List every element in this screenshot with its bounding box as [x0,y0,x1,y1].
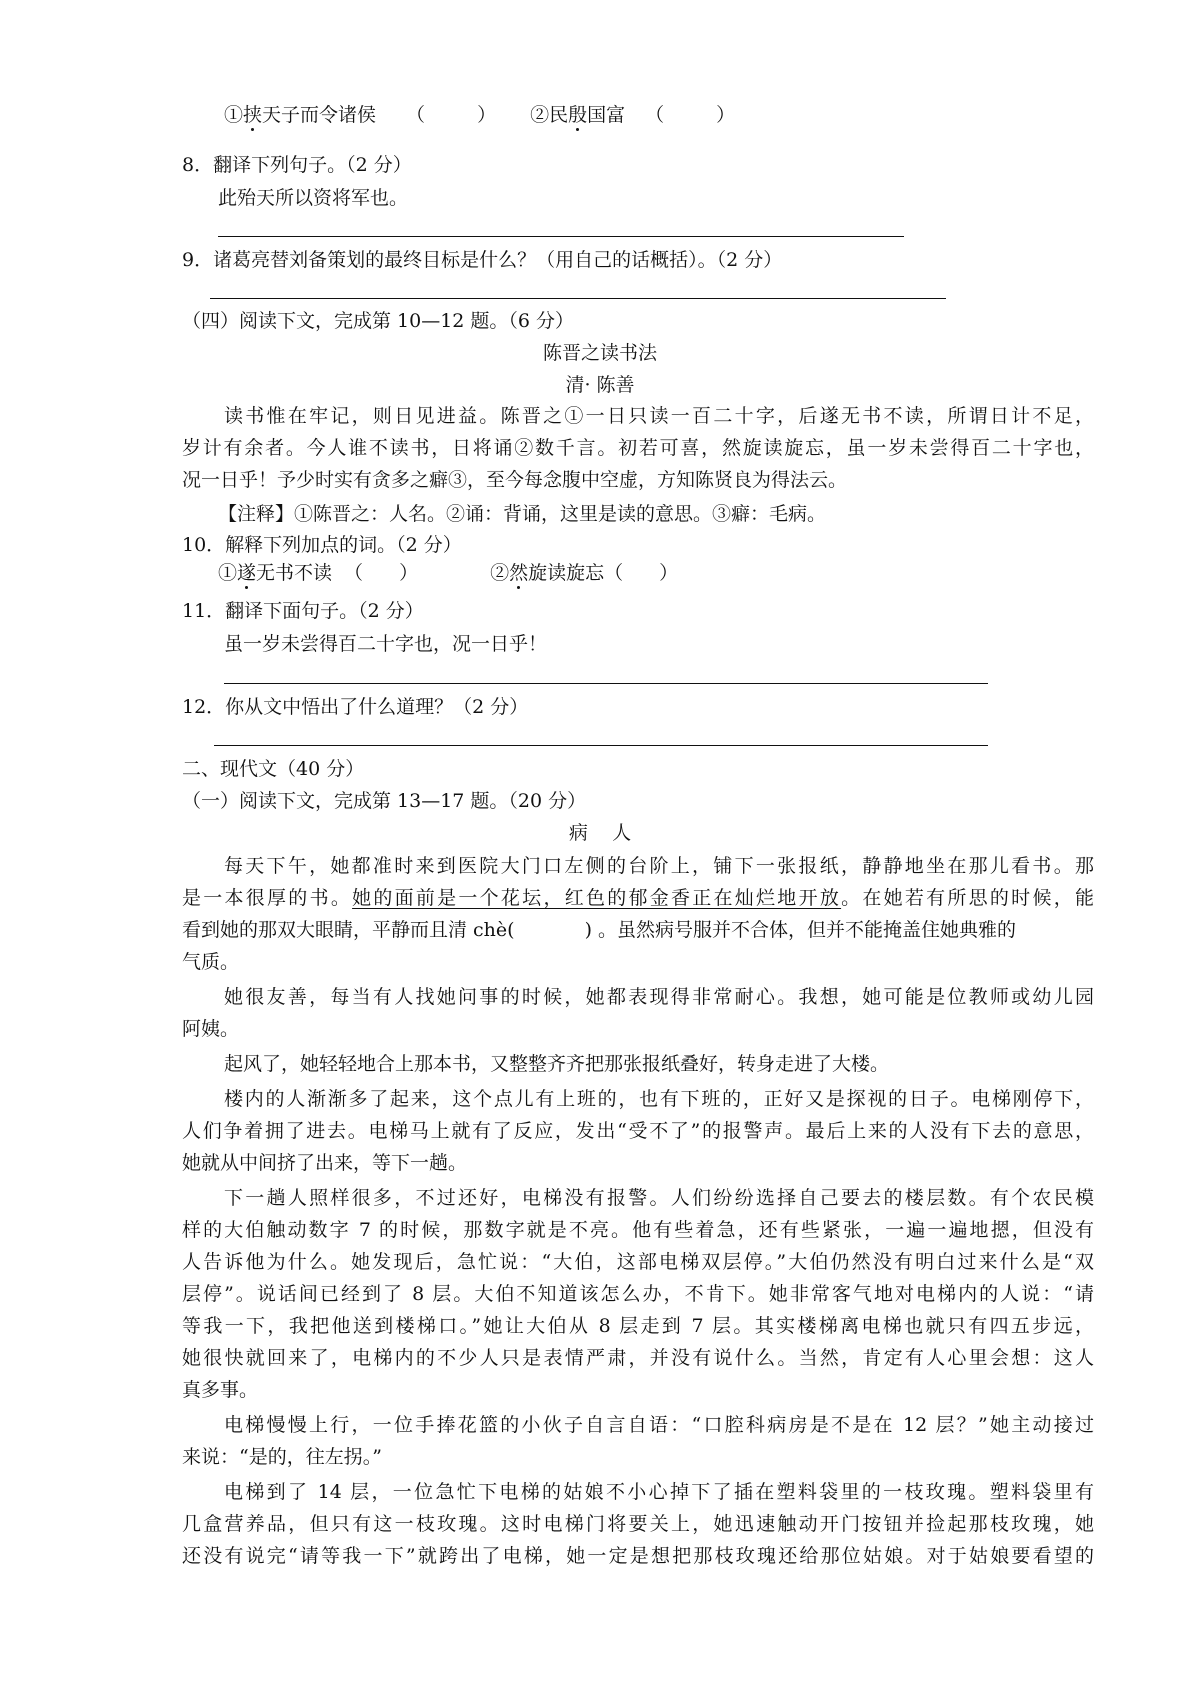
dotted-word: 遂 [237,562,257,584]
story-line: 等我一下，我把他送到楼梯口。”她让大伯从 8 层走到 7 层。其实楼梯离电梯也就只有四五步远， [182,1315,1094,1337]
q10-title: 10．解释下列加点的词。（2 分） [182,534,462,556]
item-number: ① [218,562,238,584]
item-number: ② [530,104,550,126]
story-line: 起风了，她轻轻地合上那本书，又整整齐齐把那张报纸叠好，转身走进了大楼。 [224,1053,890,1075]
section4-heading: （四）阅读下文，完成第 10—12 题。（6 分） [182,310,575,332]
story-line: 下一趟人照样很多，不过还好，电梯没有报警。人们纷纷选择自己要去的楼层数。有个农民模 [224,1187,1094,1209]
q12-title: 12．你从文中悟出了什么道理？（2 分） [182,696,529,718]
story-line: 看到她的那双大眼睛，平静而且清 chè( ) 。虽然病号服并不合体，但并不能掩盖住她典雅的 [182,919,1017,941]
passage-title: 陈晋之读书法 [542,342,657,364]
item-text: 国富 [587,104,626,126]
passage-line: 读书惟在牢记，则日见进益。陈晋之①一日只读一百二十字，后遂无书不读，所谓日计不足， [224,405,1094,427]
dotted-word: 挟 [243,104,263,126]
q11-answer-line[interactable] [224,683,988,684]
item-text: 无书不读 [256,562,333,584]
story-line: 几盒营养品，但只有这一枝玫瑰。这时电梯门将要关上，她迅速触动开门按钮并捡起那枝玫瑰，她 [182,1513,1094,1535]
answer-paren-close: ） [716,104,736,126]
answer-paren-open: （ [344,562,364,584]
answer-paren-open: （ [406,104,426,126]
story-line: 她很快就回来了，电梯内的不少人只是表情严肃，并没有说什么。当然，肯定有人心里会想：这人 [182,1347,1094,1369]
item-text: 旋读旋忘 [528,562,605,584]
item-number: ② [490,562,510,584]
item-number: ① [224,104,244,126]
story-line: 楼内的人渐渐多了起来，这个点儿有上班的，也有下班的，正好又是探视的日子。电梯刚停下， [224,1088,1094,1110]
part2-subheading: （一）阅读下文，完成第 13—17 题。（20 分） [182,790,587,812]
story-line: 还没有说完“请等我一下”就跨出了电梯，她一定是想把那枝玫瑰还给那位姑娘。对于姑娘要看望的 [182,1545,1094,1567]
story-line: 来说：“是的，往左拐。” [182,1446,382,1468]
story-line: 样的大伯触动数字 7 的时候，那数字就是不亮。他有些着急，还有些紧张，一遍一遍地摁，但没有 [182,1219,1094,1241]
story-line: 她很友善，每当有人找她问事的时候，她都表现得非常耐心。我想，她可能是位教师或幼儿园 [224,986,1094,1008]
story-line: 她就从中间挤了出来，等下一趟。 [182,1152,468,1174]
item-text: 天子而令诸侯 [262,104,377,126]
answer-paren-close: ） [399,562,419,584]
part2-heading: 二、现代文（40 分） [182,758,365,780]
passage-note: 【注释】①陈晋之：人名。②诵：背诵，这里是读的意思。③癖：毛病。 [218,503,827,525]
story-line: 真多事。 [182,1379,259,1401]
story-line: 层停”。说话间已经到了 8 层。大伯不知道该怎么办，不肯下。她非常客气地对电梯内的人说：“请 [182,1283,1094,1305]
answer-paren-open: （ [604,562,624,584]
answer-paren-open: （ [645,104,665,126]
dotted-word: 然 [509,562,529,584]
q9-answer-line[interactable] [210,298,946,299]
item-text: 民 [549,104,569,126]
story-line: 人们争着拥了进去。电梯马上就有了反应，发出“受不了”的报警声。最后上来的人没有下去的意思， [182,1120,1094,1142]
passage-line: 况一日乎！予少时实有贪多之癖③，至今每念腹中空虚，方知陈贤良为得法云。 [182,469,848,491]
story-line: 气质。 [182,951,240,973]
answer-paren-close: ） [659,562,679,584]
q9-title: 9．诸葛亮替刘备策划的最终目标是什么？（用自己的话概括）。（2 分） [182,249,783,271]
q8-answer-line[interactable] [218,236,904,237]
q8-title: 8．翻译下列句子。（2 分） [182,154,412,176]
story-line: 是一本很厚的书。她的面前是一个花坛，红色的郁金香正在灿烂地开放。在她若有所思的时候，能 [182,887,1094,909]
underlined-sentence: 她的面前是一个花坛，红色的郁金香正在灿烂地开放 [352,887,842,909]
q11-title: 11．翻译下面句子。（2 分） [182,600,424,622]
story-line: 每天下午，她都准时来到医院大门口左侧的台阶上，铺下一张报纸，静静地坐在那儿看书。那 [224,855,1094,877]
q8-sentence: 此殆天所以资将军也。 [218,187,409,209]
story-line: 电梯慢慢上行，一位手捧花篮的小伙子自言自语：“口腔科病房是不是在 12 层？”她主动接过 [224,1414,1094,1436]
q11-sentence: 虽一岁未尝得百二十字也，况一日乎！ [224,633,548,655]
dotted-word: 殷 [568,104,588,126]
story-line: 人告诉他为什么。她发现后，急忙说：“大伯，这部电梯双层停。”大伯仍然没有明白过来什么是“双 [182,1251,1094,1273]
passage-line: 岁计有余者。今人谁不读书，日将诵②数千言。初若可喜，然旋读旋忘，虽一岁未尝得百二十字也， [182,437,1094,459]
answer-paren-close: ） [477,104,497,126]
q12-answer-line[interactable] [214,745,988,746]
q7-items-line [224,101,735,129]
story-line: 电梯到了 14 层，一位急忙下电梯的姑娘不小心掉下了插在塑料袋里的一枝玫瑰。塑料袋里有 [224,1481,1094,1503]
story-title: 病 人 [568,822,632,844]
story-line: 阿姨。 [182,1018,240,1040]
q10-items-line [218,559,678,587]
passage-author: 清· 陈善 [565,374,635,396]
